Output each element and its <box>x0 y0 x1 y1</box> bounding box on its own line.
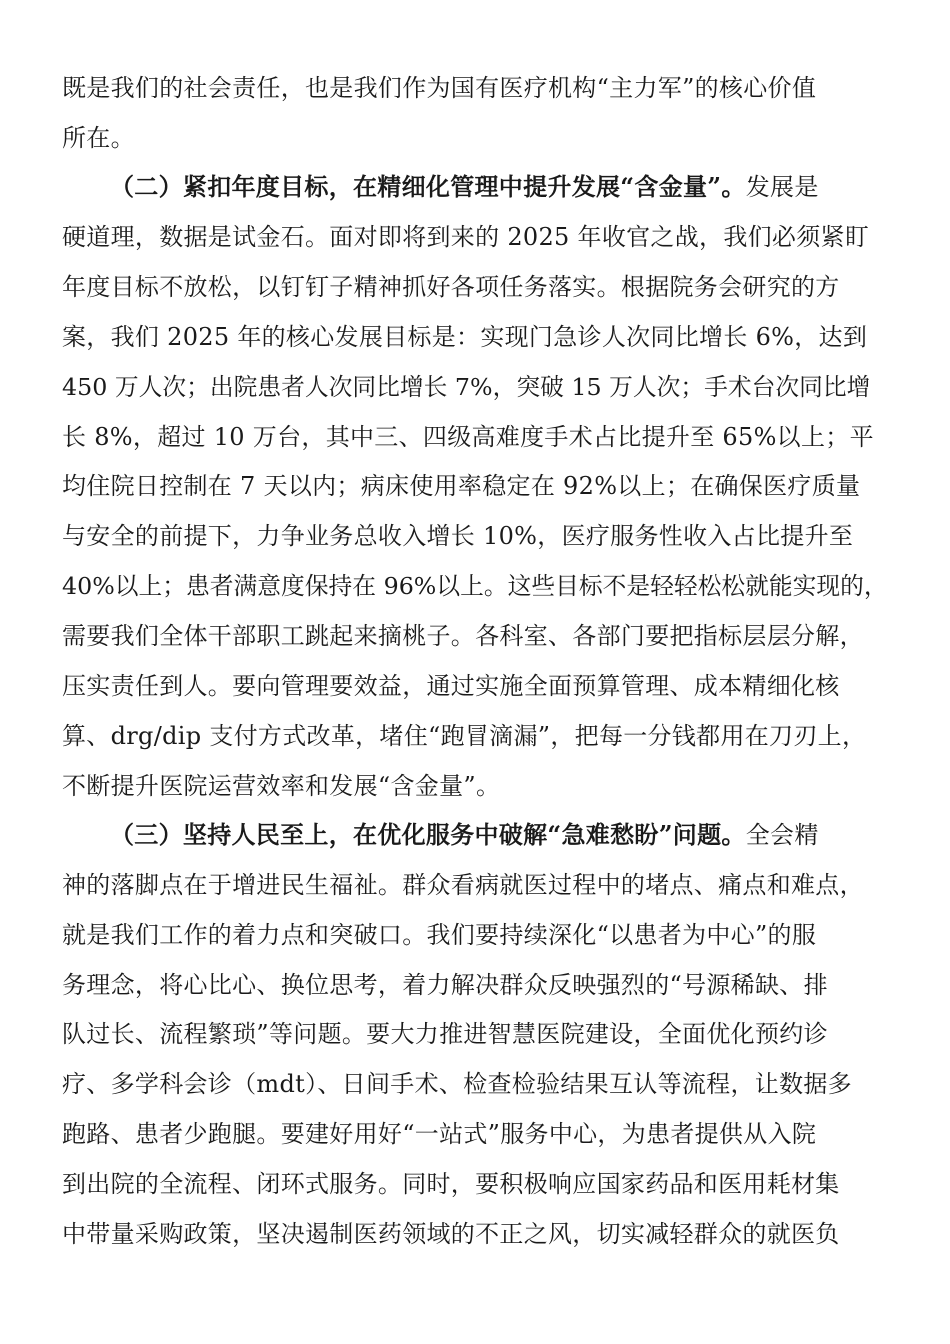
heading-line-rest: 发展是 <box>745 173 819 201</box>
paragraph-line: 40%以上；患者满意度保持在 96%以上。这些目标不是轻轻松松就能实现的， <box>62 572 888 600</box>
paragraph-line: 务理念，将心比心、换位思考，着力解决群众反映强烈的“号源稀缺、排 <box>62 971 828 999</box>
paragraph-line: 长 8%，超过 10 万台，其中三、四级高难度手术占比提升至 65%以上；平 <box>62 423 874 451</box>
paragraph-line: 中带量采购政策，坚决遏制医药领域的不正之风，切实减轻群众的就医负 <box>62 1220 840 1248</box>
paragraph-line: 压实责任到人。要向管理要效益，通过实施全面预算管理、成本精细化核 <box>62 672 840 700</box>
section-heading-line <box>110 815 888 855</box>
paragraph-line: 案，我们 2025 年的核心发展目标是：实现门急诊人次同比增长 6%，达到 <box>62 323 868 351</box>
paragraph-line: 神的落脚点在于增进民生福祉。群众看病就医过程中的堵点、痛点和难点， <box>62 871 864 899</box>
paragraph-line: 均住院日控制在 7 天以内；病床使用率稳定在 92%以上；在确保医疗质量 <box>62 472 861 500</box>
paragraph-line: 与安全的前提下，力争业务总收入增长 10%，医疗服务性收入占比提升至 <box>62 522 854 550</box>
paragraph-line: 年度目标不放松，以钉钉子精神抓好各项任务落实。根据院务会研究的方 <box>62 273 840 301</box>
paragraph-line: 队过长、流程繁琐”等问题。要大力推进智慧医院建设，全面优化预约诊 <box>62 1020 828 1048</box>
section-heading: （二）紧扣年度目标，在精细化管理中提升发展“含金量”。 <box>110 172 746 201</box>
paragraph-line: 就是我们工作的着力点和突破口。我们要持续深化“以患者为中心”的服 <box>62 921 817 949</box>
section-heading: （三）坚持人民至上，在优化服务中破解“急难愁盼”问题。 <box>110 820 746 849</box>
paragraph-line: 疗、多学科会诊（mdt）、日间手术、检查检验结果互认等流程，让数据多 <box>62 1070 852 1098</box>
paragraph-line: 不断提升医院运营效率和发展“含金量”。 <box>62 772 501 800</box>
paragraph-line: 既是我们的社会责任，也是我们作为国有医疗机构“主力军”的核心价值 <box>62 74 817 102</box>
paragraph-line: 450 万人次；出院患者人次同比增长 7%，突破 15 万人次；手术台次同比增 <box>62 373 871 401</box>
paragraph-line: 硬道理，数据是试金石。面对即将到来的 2025 年收官之战，我们必须紧盯 <box>62 223 870 251</box>
paragraph-line: 到出院的全流程、闭环式服务。同时，要积极响应国家药品和医用耗材集 <box>62 1170 840 1198</box>
paragraph-line: 算、drg/dip 支付方式改革，堵住“跑冒滴漏”，把每一分钱都用在刀刃上， <box>62 722 867 750</box>
heading-line-rest: 全会精 <box>745 821 819 849</box>
paragraph-line: 需要我们全体干部职工跳起来摘桃子。各科室、各部门要把指标层层分解， <box>62 622 864 650</box>
paragraph-line: 所在。 <box>62 124 135 152</box>
section-heading-line <box>110 167 888 207</box>
paragraph-line: 跑路、患者少跑腿。要建好用好“一站式”服务中心，为患者提供从入院 <box>62 1120 817 1148</box>
